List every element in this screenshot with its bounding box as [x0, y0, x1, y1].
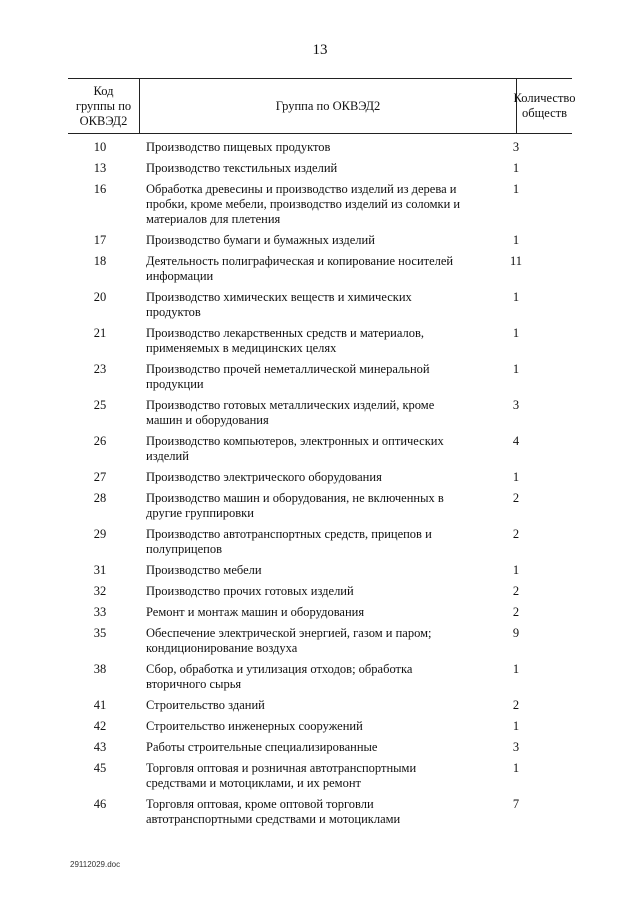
row-count: 2: [512, 491, 520, 505]
row-code: 26: [93, 434, 107, 448]
table-row: [68, 254, 572, 290]
row-name: Сбор, обработка и утилизация отходов; обработка вторичного сырья: [146, 662, 413, 691]
table-row: [68, 527, 572, 563]
row-code: 31: [93, 563, 107, 577]
row-count: 1: [512, 290, 520, 304]
table-row: [68, 182, 572, 233]
table-row: [68, 740, 572, 761]
row-name: Производство бумаги и бумажных изделий: [146, 233, 375, 247]
table-body: [68, 140, 572, 833]
row-count: 9: [512, 626, 520, 640]
row-code: 41: [93, 698, 107, 712]
table-row: [68, 470, 572, 491]
row-code: 42: [93, 719, 107, 733]
row-name: Производство текстильных изделий: [146, 161, 338, 175]
row-code: 13: [93, 161, 107, 175]
row-code: 17: [93, 233, 107, 247]
row-name: Производство компьютеров, электронных и оптических изделий: [146, 434, 444, 463]
table-row: [68, 362, 572, 398]
row-name: Производство прочих готовых изделий: [146, 584, 354, 598]
row-count: 3: [512, 398, 520, 412]
row-code: 46: [93, 797, 107, 811]
row-count: 3: [512, 740, 520, 754]
table-row: [68, 662, 572, 698]
row-code: 32: [93, 584, 107, 598]
row-count: 4: [512, 434, 520, 448]
row-name: Деятельность полиграфическая и копирование носителей информации: [146, 254, 454, 283]
row-count: 2: [512, 527, 520, 541]
row-name: Производство мебели: [146, 563, 262, 577]
row-code: 21: [93, 326, 107, 340]
row-name: Обработка древесины и производство изделий из дерева и пробки, кроме мебели, производство изделий из соломки и материалов для плетения: [146, 182, 461, 226]
table-row: [68, 605, 572, 626]
table-row: [68, 719, 572, 740]
row-count: 2: [512, 605, 520, 619]
table-row: [68, 233, 572, 254]
table-header: [68, 78, 576, 134]
row-code: 27: [93, 470, 107, 484]
table-row: [68, 290, 572, 326]
table-row: [68, 563, 572, 584]
table-row: [68, 797, 572, 833]
row-count: 1: [512, 761, 520, 775]
row-name: Производство пищевых продуктов: [146, 140, 331, 154]
row-count: 1: [512, 182, 520, 196]
row-code: 35: [93, 626, 107, 640]
row-code: 18: [93, 254, 107, 268]
table-row: [68, 761, 572, 797]
row-name: Производство машин и оборудования, не включенных в другие группировки: [146, 491, 444, 520]
row-count: 1: [512, 233, 520, 247]
row-count: 1: [512, 326, 520, 340]
row-name: Производство готовых металлических изделий, кроме машин и оборудования: [146, 398, 435, 427]
row-name: Работы строительные специализированные: [146, 740, 378, 754]
row-count: 1: [512, 563, 520, 577]
row-code: 38: [93, 662, 107, 676]
row-code: 29: [93, 527, 107, 541]
row-code: 45: [93, 761, 107, 775]
header-count: Количество обществ: [513, 91, 576, 120]
row-count: 7: [512, 797, 520, 811]
row-name: Производство лекарственных средств и материалов, применяемых в медицинских целях: [146, 326, 424, 355]
row-code: 28: [93, 491, 107, 505]
row-name: Обеспечение электрической энергией, газом и паром; кондиционирование воздуха: [146, 626, 432, 655]
row-count: 1: [512, 719, 520, 733]
row-name: Строительство зданий: [146, 698, 265, 712]
page-number: 13: [312, 42, 328, 58]
table-row: [68, 434, 572, 470]
row-count: 3: [512, 140, 520, 154]
header-group: Группа по ОКВЭД2: [140, 79, 517, 133]
row-code: 23: [93, 362, 107, 376]
row-name: Производство электрического оборудования: [146, 470, 382, 484]
row-name: Производство автотранспортных средств, прицепов и полуприцепов: [146, 527, 432, 556]
row-code: 16: [93, 182, 107, 196]
row-count: 2: [512, 584, 520, 598]
row-count: 2: [512, 698, 520, 712]
header-code: Код группы по ОКВЭД2: [68, 79, 140, 133]
row-name: Торговля оптовая, кроме оптовой торговли автотранспортными средствами и мотоциклами: [146, 797, 401, 826]
row-code: 43: [93, 740, 107, 754]
table-row: [68, 626, 572, 662]
row-code: 25: [93, 398, 107, 412]
table-row: [68, 698, 572, 719]
row-name: Торговля оптовая и розничная автотранспортными средствами и мотоциклами, и их ремонт: [146, 761, 417, 790]
table-row: [68, 491, 572, 527]
row-count: 1: [512, 161, 520, 175]
table-row: [68, 398, 572, 434]
row-code: 33: [93, 605, 107, 619]
row-count: 11: [509, 254, 523, 268]
table-row: [68, 584, 572, 605]
footer-filename: 29112029.doc: [70, 860, 121, 869]
row-name: Ремонт и монтаж машин и оборудования: [146, 605, 365, 619]
row-name: Производство прочей неметаллической минеральной продукции: [146, 362, 430, 391]
table-row: [68, 140, 572, 161]
row-name: Строительство инженерных сооружений: [146, 719, 363, 733]
table-row: [68, 326, 572, 362]
table-row: [68, 161, 572, 182]
row-count: 1: [512, 470, 520, 484]
row-count: 1: [512, 362, 520, 376]
row-code: 20: [93, 290, 107, 304]
row-code: 10: [93, 140, 107, 154]
row-name: Производство химических веществ и химических продуктов: [146, 290, 412, 319]
row-count: 1: [512, 662, 520, 676]
